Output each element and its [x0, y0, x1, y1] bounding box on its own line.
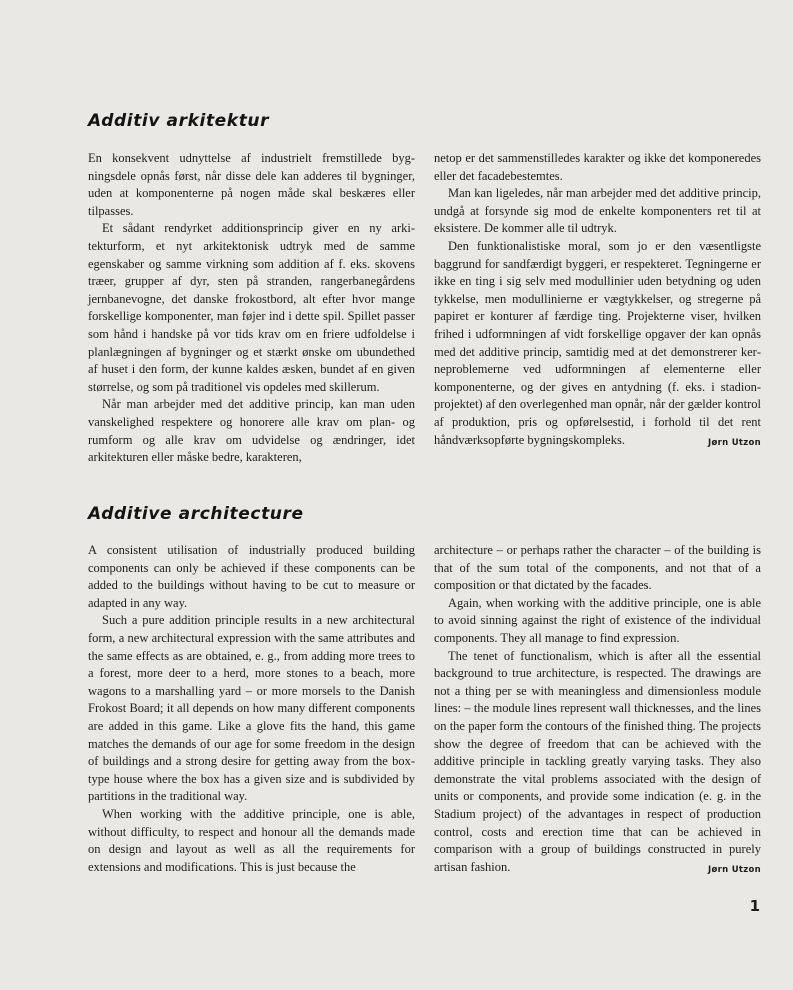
paragraph: Such a pure addition principle results in a new architectural form, a new architectural expression with the same attributes and the same effects as are obtained, e. g., from adding more trees to a forest, more deer to a herd, more stones to a beach, more wagons to a marshalling yard – or more morsels to the Danish Frokost Board; it all depends on how many different components are added in this game. Like a glove fits the hand, this game matches the demands of our age for some freedom in the design of buildings and a strong desire for getting away from the box-type house where the box has a given size and is subdivided by partitions in the traditional way.	[88, 613, 415, 804]
paragraph-text: Den funktionalistiske moral, som jo er den væsentligste baggrund for sandfærdigt byggeri, er respekteret. Tegningerne er ikke en ting i sig selv med modullinier uden betydning og uden tykkelse, men modullinierne er vægtykkelser, og stregerne på papiret er konturer af færdige ting. Projekterne viser, hvilken frihed i udformningen af vidt forskellige opgaver der kan opnås med det additive princip, samtidig med at det demonstrerer kerneproblemerne ved udformningen af elementerne eller komponenterne, og der gives en antydning (f. eks. i stadion-projektet) af den overlegenhed man opnår, når der gælder kontrol af produktion, pris og opførelsestid, i forhold til det rent håndværksopførte bygningskompleks.	[434, 238, 761, 447]
paragraph: architecture – or perhaps rather the character – of the building is that of the sum total of the components, and not that of a composition or that dictated by the facades.	[434, 543, 761, 593]
author-signature: Jørn Utzon	[707, 437, 761, 448]
page-number: 1	[749, 897, 760, 915]
paragraph: netop er det sammenstilledes karakter og ikke det komponeredes eller det facadebestemtes.	[434, 151, 761, 183]
paragraph: When working with the additive principle, one is able, without difficulty, to respect and honour all the demands made on design and layout as well as all the requirements for extensions and modifications. This is just because the	[88, 806, 415, 874]
danish-column-right	[434, 150, 761, 452]
english-heading: Additive architecture	[88, 504, 304, 524]
danish-column-left	[88, 150, 415, 467]
english-column-right	[434, 542, 761, 879]
paragraph: Et sådant rendyrket additionsprincip giver en ny arkitekturform, et nyt arkitektonisk udtryk med de samme egenskaber og samme virkning som addition af f. eks. skovens træer, grupper af dyr, sten på stranden, rangerbanegårdens jernbanevogne, det danske frokostbord, alt efter hvor mange forskellige komponenter, man føjer ind i dette spil. Spillet passer som hånd i handske på vor tids krav om en friere udfoldelse i planlægningen af bygninger og et stærkt ønske om ubundethed af huset i den form, der kunne kaldes æsken, bundet af en given størrelse, og som på traditionel vis opdeles med skillerum.	[88, 221, 415, 394]
paragraph-with-signature	[434, 648, 761, 877]
paragraph-text: The tenet of functionalism, which is after all the essential background to true architecture, is respected. The drawings are not a thing per se with meaningless and dimensionless module lines: – the module lines represent wall thicknesses, and the lines on the paper form the contours of the finished thing. The projects show the degree of freedom that can be achieved with the additive principle in tackling greatly varying tasks. They also demonstrate the vital problems associated with the design of units or components, and provide some indication (e. g. in the Stadium project) of the advantages in respect of production control, costs and erection time that can be achieved in comparison with a group of buildings constructed in purely artisan fashion.	[434, 648, 761, 874]
paragraph: Når man arbejder med det additive princip, kan man uden vanskelighed respektere og honorere alle krav om plan- og rumform og alle krav om udvidelse og ændringer, idet arkitekturen eller måske bedre, karakteren,	[88, 397, 415, 465]
english-column-left	[88, 542, 415, 876]
danish-heading: Additiv arkitektur	[88, 111, 270, 131]
paragraph: Man kan ligeledes, når man arbejder med det additive princip, undgå at forsynde sig mod de enkelte komponenters ret til at eksistere. De kommer alle til udtryk.	[434, 186, 761, 236]
paragraph-with-signature	[434, 238, 761, 449]
paragraph: En konsekvent udnyttelse af industrielt fremstillede bygningsdele opnås først, når disse dele kan adderes til bygninger, uden at komponenterne på nogen måde skal beskæres eller tilpasses.	[88, 151, 415, 218]
paragraph: A consistent utilisation of industrially produced building components can only be achieved if these components can be added to the buildings without having to be cut to measure or adapted in any way.	[88, 543, 415, 610]
paragraph: Again, when working with the additive principle, one is able to avoid sinning against the right of existence of the individual components. They all manage to find expression.	[434, 595, 761, 645]
author-signature: Jørn Utzon	[707, 864, 761, 875]
